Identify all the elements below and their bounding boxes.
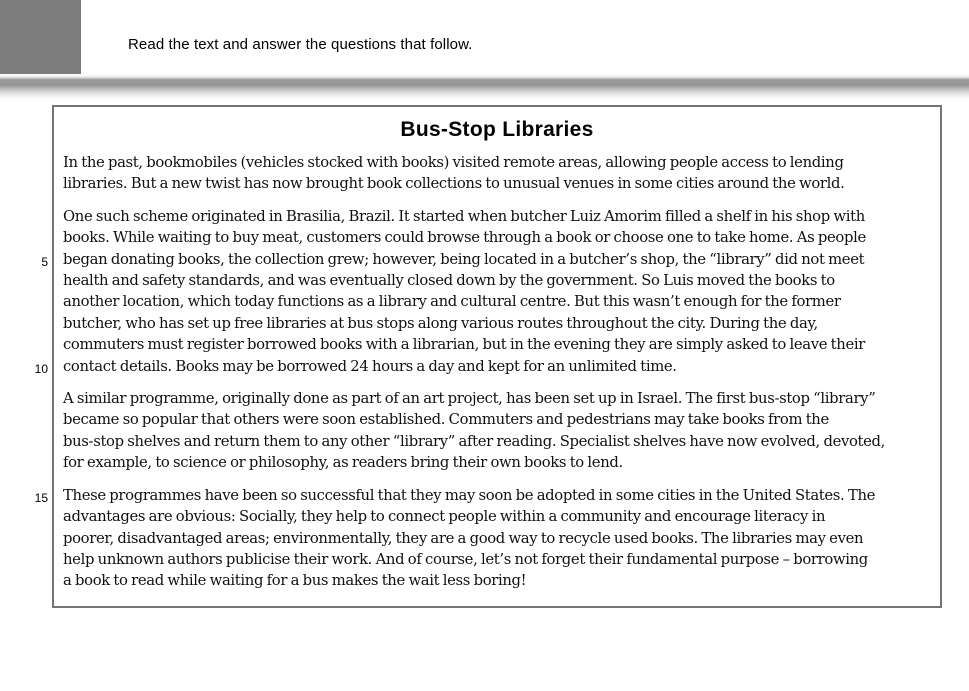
passage-line — [63, 227, 932, 248]
passage-title: Bus-Stop Libraries — [400, 118, 594, 141]
header-divider — [0, 74, 969, 100]
passage-line — [63, 173, 932, 194]
passage-line — [63, 388, 932, 409]
line-text: became so popular that others were soon established. Commuters and pedestrians may take books from the — [63, 411, 829, 429]
paragraph — [63, 152, 932, 195]
line-text: advantages are obvious: Socially, they help to connect people within a community and encourage literacy in — [63, 508, 826, 526]
line-text: libraries. But a new twist has now brought book collections to unusual venues in some cities around the world. — [63, 175, 845, 193]
passage-line — [34, 356, 932, 377]
line-text: for example, to science or philosophy, as readers bring their own books to lend. — [63, 454, 623, 472]
line-text: In the past, bookmobiles (vehicles stocked with books) visited remote areas, allowing people access to lending — [63, 154, 844, 171]
line-number: 5 — [41, 254, 48, 269]
passage-box — [34, 105, 942, 608]
line-text: began donating books, the collection grew; however, being located in a butcher’s shop, the “library” did not meet — [63, 250, 865, 268]
passage-line — [63, 528, 932, 549]
line-number: 10 — [34, 361, 48, 376]
passage-line — [63, 334, 932, 355]
line-text: another location, which today functions as a library and cultural centre. But this wasn’t enough for the former — [63, 293, 841, 311]
line-text: a book to read while waiting for a bus makes the wait less boring! — [63, 572, 527, 590]
line-text: poorer, disadvantaged areas; environmentally, they are a good way to recycle used books. The libraries may even — [63, 529, 864, 547]
passage-line — [63, 206, 932, 227]
passage-line — [63, 431, 932, 452]
line-number: 15 — [34, 490, 48, 505]
line-text: help unknown authors publicise their work. And of course, let’s not forget their fundamental purpose – borrowing — [63, 550, 868, 568]
passage-line — [63, 152, 932, 173]
paragraph — [34, 206, 932, 377]
passage-line — [34, 485, 932, 506]
passage-body — [34, 152, 940, 592]
paragraph — [63, 388, 932, 474]
line-text: commuters must register borrowed books with a librarian, but in the evening they are simply asked to leave their — [63, 336, 865, 354]
line-text: A similar programme, originally done as part of an art project, has been set up in Israel. The first bus-stop “library” — [63, 390, 876, 408]
passage-line — [63, 549, 932, 570]
line-text: butcher, who has set up free libraries at bus stops along various routes throughout the city. During the day, — [63, 314, 818, 332]
passage-line — [63, 291, 932, 312]
line-text: books. While waiting to buy meat, customers could browse through a book or choose one to take home. As people — [63, 229, 866, 247]
corner-block — [0, 0, 81, 75]
line-text: These programmes have been so successful that they may soon be adopted in some cities in the United States. The — [63, 486, 876, 504]
passage-line — [63, 313, 932, 334]
instruction-text: Read the text and answer the questions that follow. — [128, 36, 473, 53]
passage-line — [63, 452, 932, 473]
passage-line — [41, 249, 932, 270]
passage-line — [63, 570, 932, 591]
passage-line — [63, 409, 932, 430]
line-text: health and safety standards, and was eventually closed down by the government. So Luis moved the books to — [63, 272, 835, 290]
paragraph — [34, 485, 932, 592]
line-text: contact details. Books may be borrowed 24 hours a day and kept for an unlimited time. — [63, 357, 677, 375]
passage-line — [63, 506, 932, 527]
passage-line — [63, 270, 932, 291]
line-text: One such scheme originated in Brasilia, Brazil. It started when butcher Luiz Amorim filled a shelf in his shop with — [63, 207, 865, 225]
line-text: bus-stop shelves and return them to any other “library” after reading. Specialist shelves have now evolved, devoted, — [63, 432, 886, 450]
